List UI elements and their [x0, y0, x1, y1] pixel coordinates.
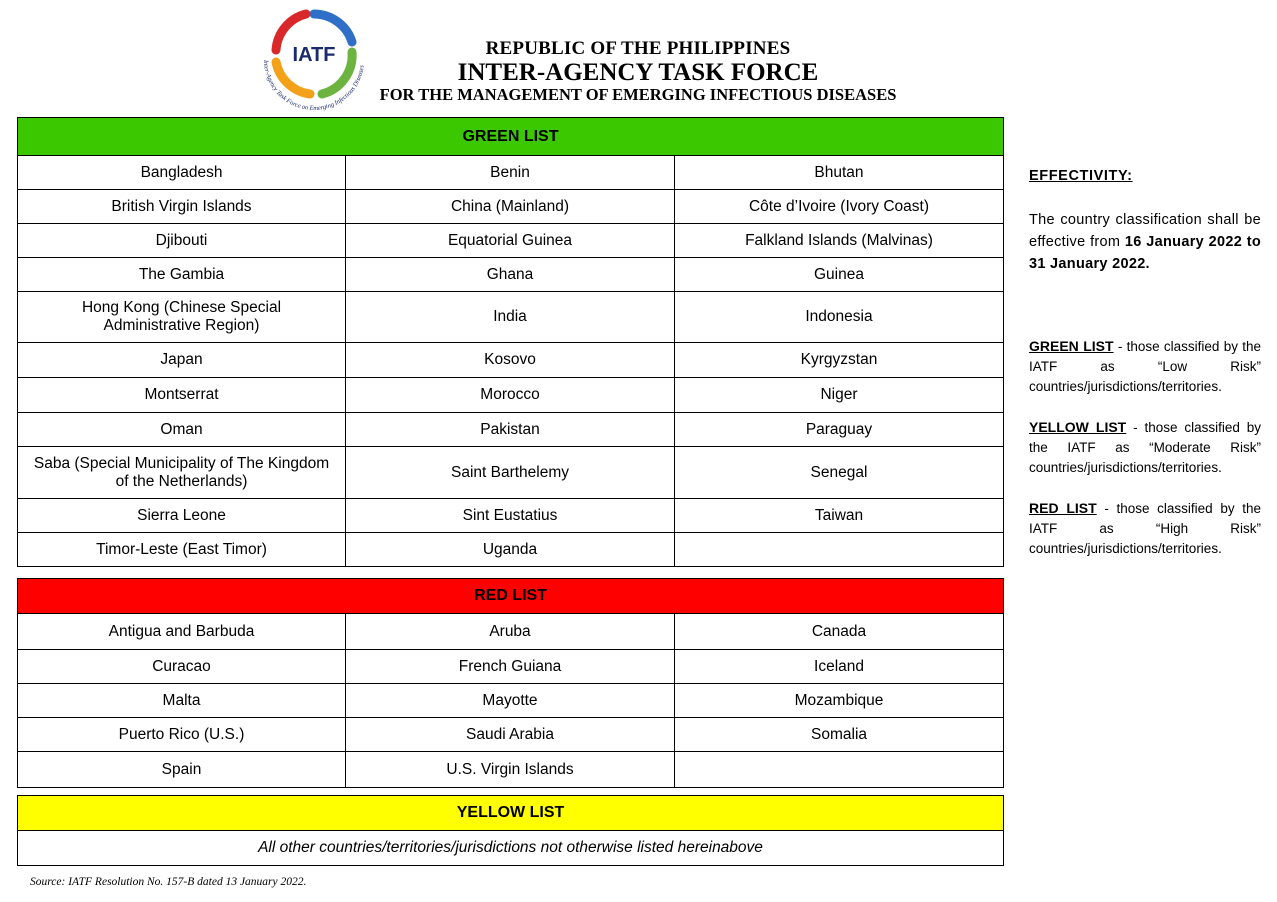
table-cell: Canada	[675, 614, 1004, 650]
legend-yellow	[1029, 417, 1261, 478]
table-cell: Malta	[18, 684, 346, 718]
table-cell: Ghana	[346, 258, 675, 292]
table-cell: Pakistan	[346, 413, 675, 447]
table-cell: Bangladesh	[18, 156, 346, 190]
table-cell: Falkland Islands (Malvinas)	[675, 224, 1004, 258]
table-cell: Saudi Arabia	[346, 718, 675, 752]
table-cell: Mayotte	[346, 684, 675, 718]
table-cell: British Virgin Islands	[18, 190, 346, 224]
table-cell: Sierra Leone	[18, 499, 346, 533]
green-list-header: GREEN LIST	[18, 118, 1004, 156]
table-cell: Guinea	[675, 258, 1004, 292]
table-row	[18, 258, 1004, 292]
red-list-header: RED LIST	[18, 579, 1004, 614]
yellow-list-header: YELLOW LIST	[18, 796, 1004, 831]
logo-text: IATF	[292, 44, 336, 66]
table-cell	[675, 752, 1004, 788]
table-cell: Equatorial Guinea	[346, 224, 675, 258]
table-cell: India	[346, 292, 675, 343]
table-row	[18, 343, 1004, 378]
table-cell: Iceland	[675, 650, 1004, 684]
table-row	[18, 533, 1004, 567]
table-cell: Curacao	[18, 650, 346, 684]
table-cell: Kyrgyzstan	[675, 343, 1004, 378]
table-cell: Antigua and Barbuda	[18, 614, 346, 650]
letterhead-line-2: INTER-AGENCY TASK FORCE	[457, 59, 819, 86]
table-cell: U.S. Virgin Islands	[346, 752, 675, 788]
yellow-list-table	[17, 795, 1004, 866]
table-cell: Niger	[675, 378, 1004, 413]
iatf-logo	[256, 6, 372, 114]
table-cell: Japan	[18, 343, 346, 378]
table-cell: Uganda	[346, 533, 675, 567]
table-row	[18, 650, 1004, 684]
table-cell: Aruba	[346, 614, 675, 650]
table-row	[18, 190, 1004, 224]
table-cell: Puerto Rico (U.S.)	[18, 718, 346, 752]
table-row	[18, 614, 1004, 650]
logo-ring-text: Inter-Agency Task Force on Emerging Infectious Diseases	[261, 59, 366, 113]
green-list-table	[17, 117, 1004, 567]
table-row	[18, 413, 1004, 447]
effectivity-prefix: The country classification shall be effective from	[1029, 212, 1261, 250]
yellow-list-note: All other countries/territories/jurisdictions not otherwise listed hereinabove	[18, 831, 1004, 866]
table-cell: Benin	[346, 156, 675, 190]
table-cell: Spain	[18, 752, 346, 788]
effectivity-title: EFFECTIVITY:	[1029, 168, 1133, 184]
effectivity-dates: 16 January 2022 to 31 January 2022.	[1029, 234, 1262, 272]
legend-red-text: - those classified by the IATF as “High Risk” countries/jurisdictions/territories.	[1029, 501, 1262, 556]
table-cell: Taiwan	[675, 499, 1004, 533]
letterhead	[368, 38, 908, 104]
table-cell: Bhutan	[675, 156, 1004, 190]
table-cell: Morocco	[346, 378, 675, 413]
red-list-table	[17, 578, 1004, 788]
table-cell: Djibouti	[18, 224, 346, 258]
table-cell: Saba (Special Municipality of The Kingdom of the Netherlands)	[18, 447, 346, 499]
table-cell: Montserrat	[18, 378, 346, 413]
table-cell: Hong Kong (Chinese Special Administrative Region)	[18, 292, 346, 343]
table-cell: China (Mainland)	[346, 190, 675, 224]
letterhead-line-3: FOR THE MANAGEMENT OF EMERGING INFECTIOUS DISEASES	[379, 85, 897, 104]
table-row	[18, 378, 1004, 413]
table-cell: Sint Eustatius	[346, 499, 675, 533]
table-row	[18, 447, 1004, 499]
table-cell: Kosovo	[346, 343, 675, 378]
letterhead-line-1: REPUBLIC OF THE PHILIPPINES	[485, 38, 791, 59]
legend-yellow-text: - those classified by the IATF as “Moderate Risk” countries/jurisdictions/territories.	[1029, 420, 1262, 475]
table-cell: Paraguay	[675, 413, 1004, 447]
table-cell: Timor-Leste (East Timor)	[18, 533, 346, 567]
legend-green-key: GREEN LIST	[1029, 338, 1114, 354]
table-row	[18, 292, 1004, 343]
legend-green-text: - those classified by the IATF as “Low Risk” countries/jurisdictions/territories.	[1029, 339, 1261, 394]
table-row	[18, 752, 1004, 788]
table-cell: The Gambia	[18, 258, 346, 292]
table-cell: French Guiana	[346, 650, 675, 684]
table-cell: Mozambique	[675, 684, 1004, 718]
table-row	[18, 718, 1004, 752]
table-row	[18, 684, 1004, 718]
legend-yellow-key: YELLOW LIST	[1029, 419, 1127, 435]
table-row	[18, 499, 1004, 533]
table-cell: Indonesia	[675, 292, 1004, 343]
table-cell: Somalia	[675, 718, 1004, 752]
legend-red-key: RED LIST	[1029, 500, 1097, 516]
table-cell: Côte d’Ivoire (Ivory Coast)	[675, 190, 1004, 224]
legend-green	[1029, 336, 1261, 397]
source-note: Source: IATF Resolution No. 157-B dated 13 January 2022.	[30, 876, 307, 888]
effectivity-text	[1029, 209, 1261, 275]
table-cell: Senegal	[675, 447, 1004, 499]
table-row	[18, 224, 1004, 258]
table-cell	[675, 533, 1004, 567]
table-cell: Saint Barthelemy	[346, 447, 675, 499]
table-cell: Oman	[18, 413, 346, 447]
legend-red	[1029, 498, 1261, 559]
table-row	[18, 156, 1004, 190]
